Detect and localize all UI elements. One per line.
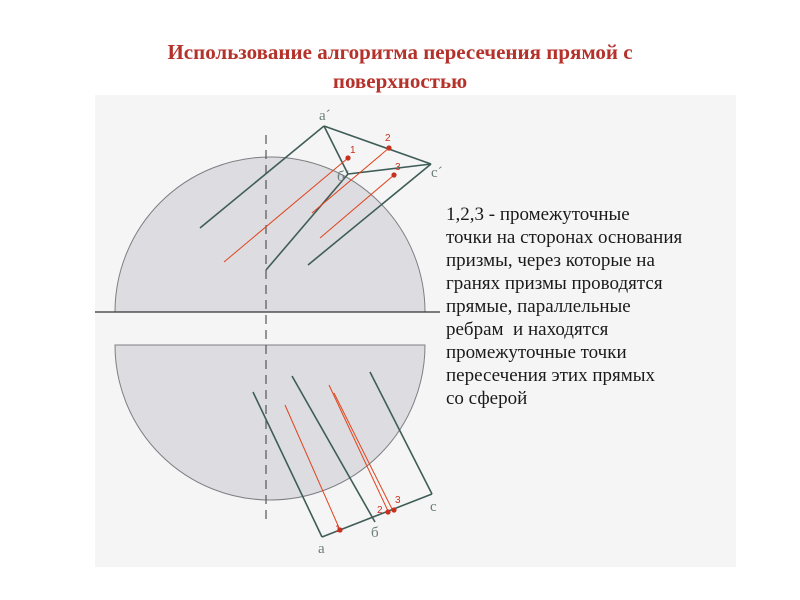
explanation-text bbox=[446, 203, 746, 410]
label-point-2-top: 2 bbox=[377, 505, 383, 516]
title-line-2: поверхностью bbox=[332, 69, 468, 93]
sphere-top-half bbox=[115, 345, 425, 500]
note-line: пересечения этих прямых bbox=[446, 365, 656, 386]
label-point-1-top: 1 bbox=[335, 524, 341, 535]
note-line: промежуточные точки bbox=[446, 342, 627, 363]
label-top-a: a´ bbox=[319, 108, 331, 124]
note-line: прямые, параллельные bbox=[446, 296, 631, 317]
label-point-3-front: 3 bbox=[395, 162, 401, 173]
sphere-front-half bbox=[115, 157, 425, 312]
note-line: 1,2,3 - промежуточные bbox=[446, 204, 630, 225]
label-top-b: б´ bbox=[337, 169, 350, 185]
label-bottom-b: б bbox=[371, 525, 379, 541]
label-point-2-front: 2 bbox=[385, 133, 391, 144]
label-bottom-c: c bbox=[430, 499, 437, 515]
label-point-1-front: 1 bbox=[350, 145, 356, 156]
title-line-1: Использование алгоритма пересечения прямой с bbox=[167, 40, 633, 64]
label-top-c: c´ bbox=[431, 165, 443, 181]
note-line: призмы, через которые на bbox=[446, 250, 655, 271]
note-line: точки на сторонах основания bbox=[446, 227, 683, 248]
label-bottom-a: a bbox=[318, 541, 325, 557]
note-line: со сферой bbox=[446, 388, 528, 409]
label-point-3-top: 3 bbox=[395, 495, 401, 506]
note-line: ребрам и находятся bbox=[446, 319, 609, 340]
note-line: гранях призмы проводятся bbox=[446, 273, 663, 294]
